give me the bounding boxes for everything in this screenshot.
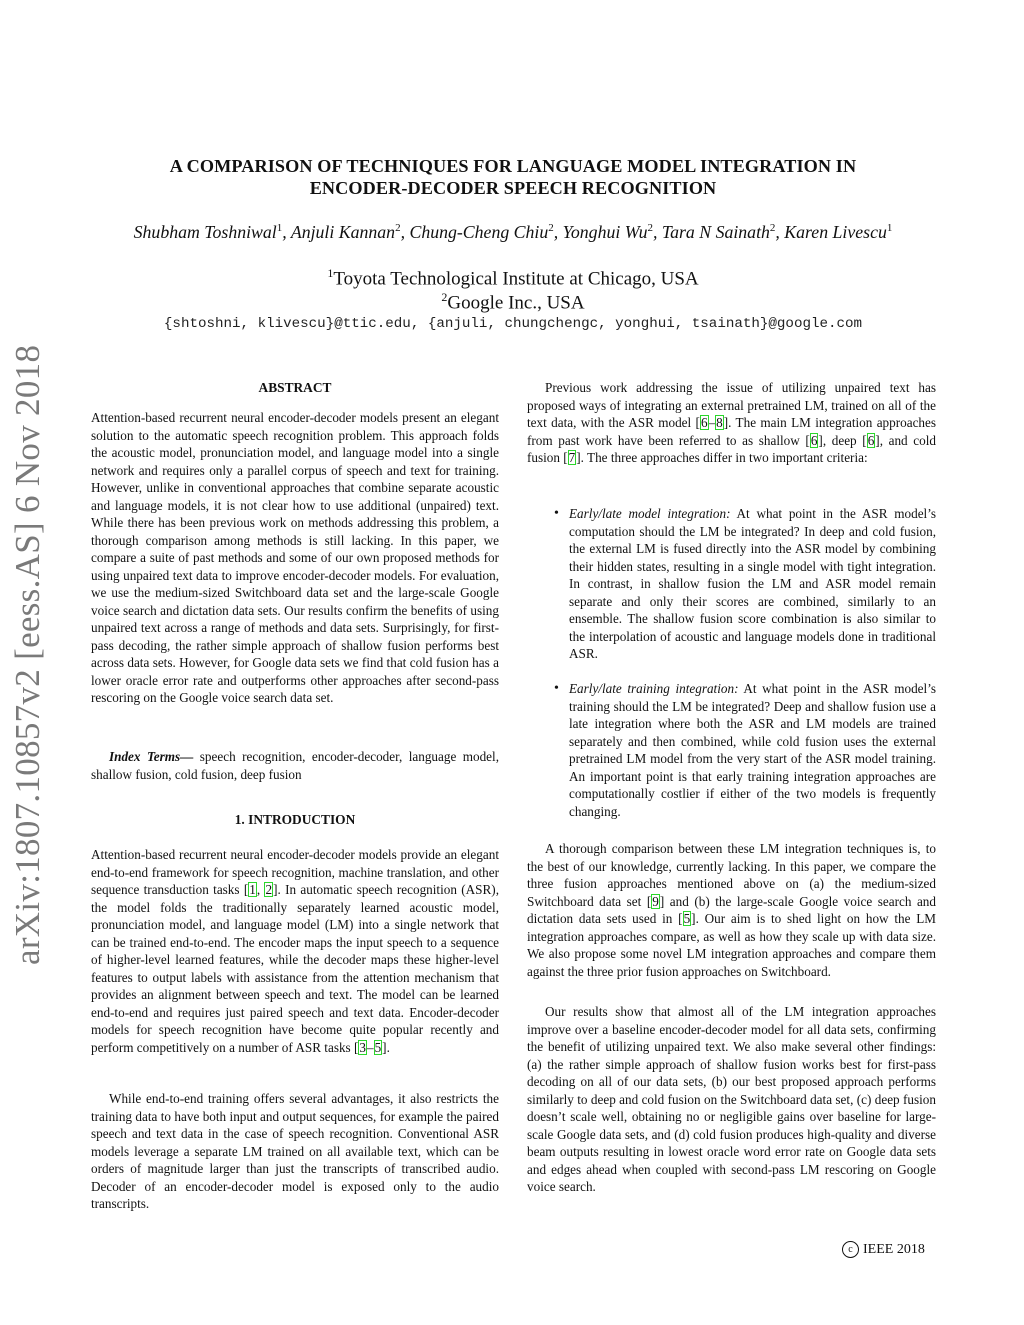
bullet-body: At what point in the ASR model’s computation should the LM be integrated? In deep and cold fusion, the external LM is fused directly into the ASR model by combining their hidden states, resulting in a single model with tight integration. In contrast, in shallow fusion the LM and ASR model remain separate and only their scores are combined, similarly to an ensemble. The shallow fusion score combination is also similar to the interpolation of acoustic and language models done in traditional ASR.: [569, 506, 937, 661]
bullet-title: Early/late training integration:: [569, 681, 739, 696]
citation-link[interactable]: 1: [249, 882, 256, 897]
body-text: , and cold fusion: [527, 432, 936, 465]
body-text: Previous work addressing the issue of utilizing unpaired text has proposed ways of integrating an external pretrained LM, trained on all of the text data, with the ASR model: [527, 380, 936, 430]
author-list: Shubham Toshniwal$^1$, Anjuli Kannan$^2$, Chung-Cheng Chiu$^2$, Yonghui Wu$^2$, Tara N Sainath$^2$, Karen Livescu$^1$: [133, 222, 893, 242]
citation-link[interactable]: 5: [683, 911, 691, 926]
intro-paragraph-2: While end-to-end training offers several advantages, it also restricts the training data to have both input and output sequences, for example the paired speech and text data in the case of speech recognition. Conventional ASR models leverage a separate LM trained on all available text, which can be orders of magnitude larger than just the transcripts of transcribed audio. Decoder of an encoder-decoder model is exposed only to the audio transcripts.: [91, 1091, 499, 1211]
affiliation-1: [100, 266, 926, 290]
copyright-notice: [842, 1241, 925, 1258]
copyright-icon: c: [842, 1241, 859, 1258]
body-text: , deep: [822, 432, 863, 448]
paper-title: [100, 155, 926, 199]
bullet-title: Early/late model integration:: [569, 506, 731, 521]
abstract-text: Attention-based recurrent neural encoder-decoder models present an elegant solution to the automatic speech recognition problem. This approach folds the acoustic model, pronunciation model, and language model into a single network and requires only a parallel corpus of speech and text for training. However, unlike in conventional approaches that combine separate acoustic and language models, it is not clear how to use additional (unpaired) text. While there has been previous work on methods addressing this problem, a thorough comparison among methods is still lacking. In this paper, we compare a suite of past methods and some of our own proposed methods for using unpaired text data to improve encoder-decoder models. For evaluation, we use the medium-sized Switchboard data set and the large-scale Google voice search and dictation data sets. Our results confirm the benefits of using unpaired text across a range of methods and data sets. Surprisingly, for first-pass decoding, the rather simple approach of shallow fusion performs best across data sets. However, for Google data sets we find that cold fusion has a lower oracle error rate and outperforms other approaches after second-pass rescoring on the Google voice search data set.: [91, 410, 499, 705]
affiliation-text: Google Inc., USA: [447, 292, 585, 314]
index-terms-text: speech recognition, encoder-decoder, language model, shallow fusion, cold fusion, deep fusion: [91, 749, 499, 782]
bullet-icon: •: [554, 681, 559, 696]
author-affiliation-mark: 2: [548, 222, 554, 235]
author-name: Tara N Sainath: [661, 222, 770, 242]
citation-link[interactable]: 3: [359, 1039, 366, 1055]
intro-paragraph-1: Attention-based recurrent neural encoder-decoder models provide an elegant end-to-end framework for speech recognition, machine translation, and other sequence transduction tasks [1, 2]. In automatic speech recognition (ASR), the model folds the traditionally separately learned acoustic model, pronunciation model, and language model (LM) into a single network that can be trained end-to-end. The encoder maps the input speech to a sequence of higher-level learned features, while the decoder maps these higher-level features to output labels with assistance from the attention mechanism that provides an alignment between speech and text. The model can be learned end-to-end and requires just paired speech and text data. Encoder-decoder models for speech recognition have become quite popular recently and perform competitively on a number of ASR tasks [3–5].: [91, 847, 499, 1055]
citation-link[interactable]: 6: [700, 415, 708, 430]
author-name: Karen Livescu: [784, 222, 887, 242]
index-terms: [91, 748, 499, 783]
bullet-training-integration: [554, 680, 936, 820]
author-affiliation-mark: 2: [395, 222, 401, 235]
arxiv-identifier[interactable]: arXiv:1807.10857v2 [eess.AS] 6 Nov 2018: [8, 344, 47, 965]
author-affiliation-mark: 1: [276, 222, 283, 235]
citation-link[interactable]: 9: [652, 893, 659, 909]
introduction-heading: 1. INTRODUCTION: [234, 812, 356, 827]
bullet-model-integration: [554, 505, 937, 663]
affiliation-text: Toyota Technological Institute at Chicago, USA: [333, 268, 699, 290]
intro-text: Attention-based recurrent neural encoder-decoder models provide an elegant end-to-end framework for speech recognition, machine translation, and other sequence transduction tasks: [91, 847, 499, 897]
affiliation-number: 1: [327, 266, 334, 280]
bullet-icon: •: [554, 506, 559, 521]
title-line-2: ENCODER-DECODER SPEECH RECOGNITION: [309, 178, 717, 198]
author-affiliation-mark: 2: [769, 222, 776, 235]
index-terms-label: Index Terms—: [109, 749, 194, 764]
intro-text: .: [386, 1039, 390, 1055]
copyright-text: IEEE 2018: [863, 1242, 925, 1257]
citation-link[interactable]: 5: [374, 1039, 382, 1055]
citation-link[interactable]: 6: [810, 432, 818, 448]
bullet-text: [569, 505, 936, 663]
affiliation-2: [100, 290, 926, 314]
body-text: . The three approaches differ in two important criteria:: [580, 450, 868, 465]
affiliation-number: 2: [441, 290, 448, 304]
body-text: . The main LM integration approaches from past work have been referred to as shallow: [527, 415, 937, 448]
author-affiliation-mark: 2: [647, 222, 653, 235]
bullet-text: [569, 680, 936, 820]
intro-text: . In automatic speech recognition (ASR), the model folds the traditionally separately learned acoustic model, pronunciation model, and language model (LM) into a single network that can be trained end-to-end. The encoder maps the input speech to a sequence of higher-level learned features, while the decoder maps these higher-level features to output labels with assistance from the attention mechanism that provides an alignment between speech and text. The model can be learned end-to-end and requires just paired speech and text data. Encoder-decoder models for speech recognition have become quite popular recently and perform competitively on a number of ASR tasks: [91, 882, 499, 1055]
author-name: Yonghui Wu: [562, 222, 648, 242]
right-paragraph-3: Our results show that almost all of the LM integration approaches improve over a baseline encoder-decoder model for all data sets, confirming the benefit of utilizing unpaired text. We also make several other findings: (a) the rather simple approach of shallow fusion works best for first-pass decoding on all of our data sets, (b) our best proposed approach performs similarly to deep and cold fusion on the Switchboard data set, (c) deep fusion doesn’t scale well, obtaining no or negligible gains over baseline for large-scale Google data sets, and (d) cold fusion produces high-quality and diverse beam outputs resulting in lowest oracle word error rate on Google data sets and edges ahead when coupled with second-pass LM rescoring on Google voice search.: [527, 1004, 936, 1194]
body-text: A thorough comparison between these LM integration techniques is, to the best of our knowledge, currently lacking. In this paper, we compare the three fusion approaches mentioned above on (a) the medium-sized Switchboard data set: [527, 841, 936, 909]
body-text: and (b) the large-scale Google voice search and dictation data sets used in: [527, 893, 936, 926]
author-affiliation-mark: 1: [886, 222, 893, 235]
title-line-1: A COMPARISON OF TECHNIQUES FOR LANGUAGE MODEL INTEGRATION IN: [169, 156, 857, 176]
abstract-heading: ABSTRACT: [258, 380, 332, 395]
author-name: Anjuli Kannan: [290, 222, 396, 242]
right-paragraph-1: Previous work addressing the issue of utilizing unpaired text has proposed ways of integrating an external pretrained LM, trained on all of the text data, with the ASR model [6–8]. The main LM integration approaches from past work have been referred to as shallow [6], deep [6], and cold fusion [7]. The three approaches differ in two important criteria:: [527, 380, 937, 465]
author-name: Shubham Toshniwal: [133, 222, 277, 242]
citation-link[interactable]: 6: [867, 432, 875, 448]
citation-link[interactable]: 8: [716, 415, 723, 430]
citation-link[interactable]: 2: [265, 882, 273, 897]
bullet-body: At what point in the ASR model’s training should the LM be integrated? Deep and shallow fusion use a late integration where both the ASR and LM models are trained separately and then combined, while cold fusion uses the external pretrained LM model from the very start of the ASR model training. An important point is that early training integration approaches are computationally costlier if either of the two models is frequently changing.: [569, 681, 936, 819]
body-text: . Our aim is to shed light on how the LM integration approaches compare, as well as how they scale up with data size. We also propose some novel LM integration approaches and compare them against the three prior fusion approaches on Switchboard.: [527, 911, 936, 979]
author-name: Chung-Cheng Chiu: [409, 222, 549, 242]
author-emails: {shtoshni, klivescu}@ttic.edu, {anjuli, chungchengc, yonghui, tsainath}@google.com: [163, 316, 863, 332]
citation-link[interactable]: 7: [568, 450, 576, 465]
right-paragraph-2: A thorough comparison between these LM integration techniques is, to the best of our knowledge, currently lacking. In this paper, we compare the three fusion approaches mentioned above on (a) the medium-sized Switchboard data set [9] and (b) the large-scale Google voice search and dictation data sets used in [5]. Our aim is to shed light on how the LM integration approaches compare, as well as how they scale up with data size. We also propose some novel LM integration approaches and compare them against the three prior fusion approaches on Switchboard.: [527, 841, 936, 979]
